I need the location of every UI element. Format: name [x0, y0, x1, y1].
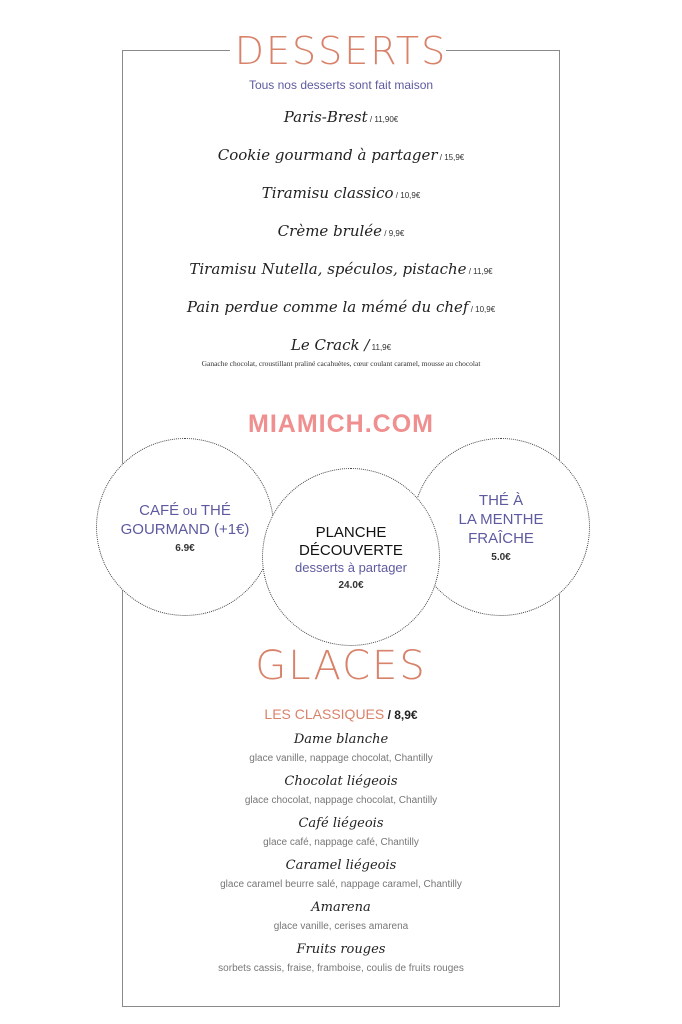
dessert-price: / 9,9€ [382, 229, 405, 238]
desserts-subtitle: Tous nos desserts sont fait maison [248, 78, 434, 92]
dessert-item [0, 298, 682, 316]
circle-the-menthe [412, 438, 590, 616]
dessert-item [0, 146, 682, 164]
the-menthe-line2: LA MENTHE [458, 511, 544, 528]
section-name: LES CLASSIQUES [264, 706, 385, 722]
glace-name: Fruits rouges [296, 942, 386, 957]
dessert-name: Cookie gourmand à partager [217, 146, 438, 164]
glace-name: Café liégeois [298, 816, 384, 831]
glace-description: glace chocolat, nappage chocolat, Chantilly [244, 795, 438, 806]
dessert-name: Crème brulée [277, 222, 383, 240]
dessert-name: Le Crack / [290, 336, 370, 354]
desserts-title: DESSERTS [234, 29, 448, 73]
planche-line2: DÉCOUVERTE [299, 541, 403, 559]
dessert-item [0, 336, 682, 354]
dessert-name: Tiramisu Nutella, spéculos, pistache [189, 260, 467, 278]
classiques-section-heading [0, 706, 682, 722]
dessert-price: / 15,9€ [437, 153, 465, 162]
glace-description: glace vanille, nappage chocolat, Chantilly [249, 753, 433, 764]
cafe-gourmand-price: 6.9€ [175, 542, 195, 554]
gourmand-title: GOURMAND (+1€) [120, 520, 250, 538]
glace-name: Dame blanche [293, 732, 389, 747]
glace-description: glace caramel beurre salé, nappage caramel, Chantilly [220, 879, 462, 890]
dessert-price: / 11,9€ [466, 267, 493, 276]
dessert-item [0, 260, 682, 278]
planche-price: 24.0€ [338, 579, 364, 591]
cafe-the-title: CAFÉ ou THÉ [139, 501, 231, 519]
planche-subtitle: desserts à partager [294, 559, 407, 575]
glace-name: Caramel liégeois [285, 858, 397, 873]
section-price: / 8,9€ [384, 708, 418, 722]
dessert-name: Paris-Brest [283, 108, 368, 126]
glace-description: sorbets cassis, fraise, framboise, coulis de fruits rouges [218, 963, 464, 974]
crack-description: Ganache chocolat, croustillant praliné cacahuètes, cœur coulant caramel, mousse au chocolat [201, 359, 481, 368]
dessert-price: 11,9€ [369, 343, 392, 352]
dessert-item [0, 222, 682, 240]
glace-description: glace vanille, cerises amarena [273, 921, 409, 932]
dessert-name: Tiramisu classico [261, 184, 394, 202]
the-menthe-line3: FRAÎCHE [468, 530, 534, 547]
dessert-price: / 10,9€ [468, 305, 496, 314]
planche-line1: PLANCHE [315, 523, 387, 541]
glace-name: Amarena [311, 900, 371, 915]
dessert-price: / 10,9€ [393, 191, 421, 200]
circle-planche-decouverte [262, 468, 440, 646]
dessert-item [0, 184, 682, 202]
glaces-title: GLACES [255, 643, 427, 689]
dessert-name: Pain perdue comme la mémé du chef [186, 298, 469, 316]
the-menthe-line1: THÉ À [478, 492, 524, 509]
dessert-item [0, 108, 682, 126]
glace-name: Chocolat liégeois [284, 774, 398, 789]
circle-cafe-gourmand [96, 438, 274, 616]
watermark: MIAMICH.COM [248, 410, 434, 438]
dessert-price: / 11,90€ [367, 115, 399, 124]
the-menthe-price: 5.0€ [491, 552, 511, 563]
glace-description: glace café, nappage café, Chantilly [263, 837, 419, 848]
